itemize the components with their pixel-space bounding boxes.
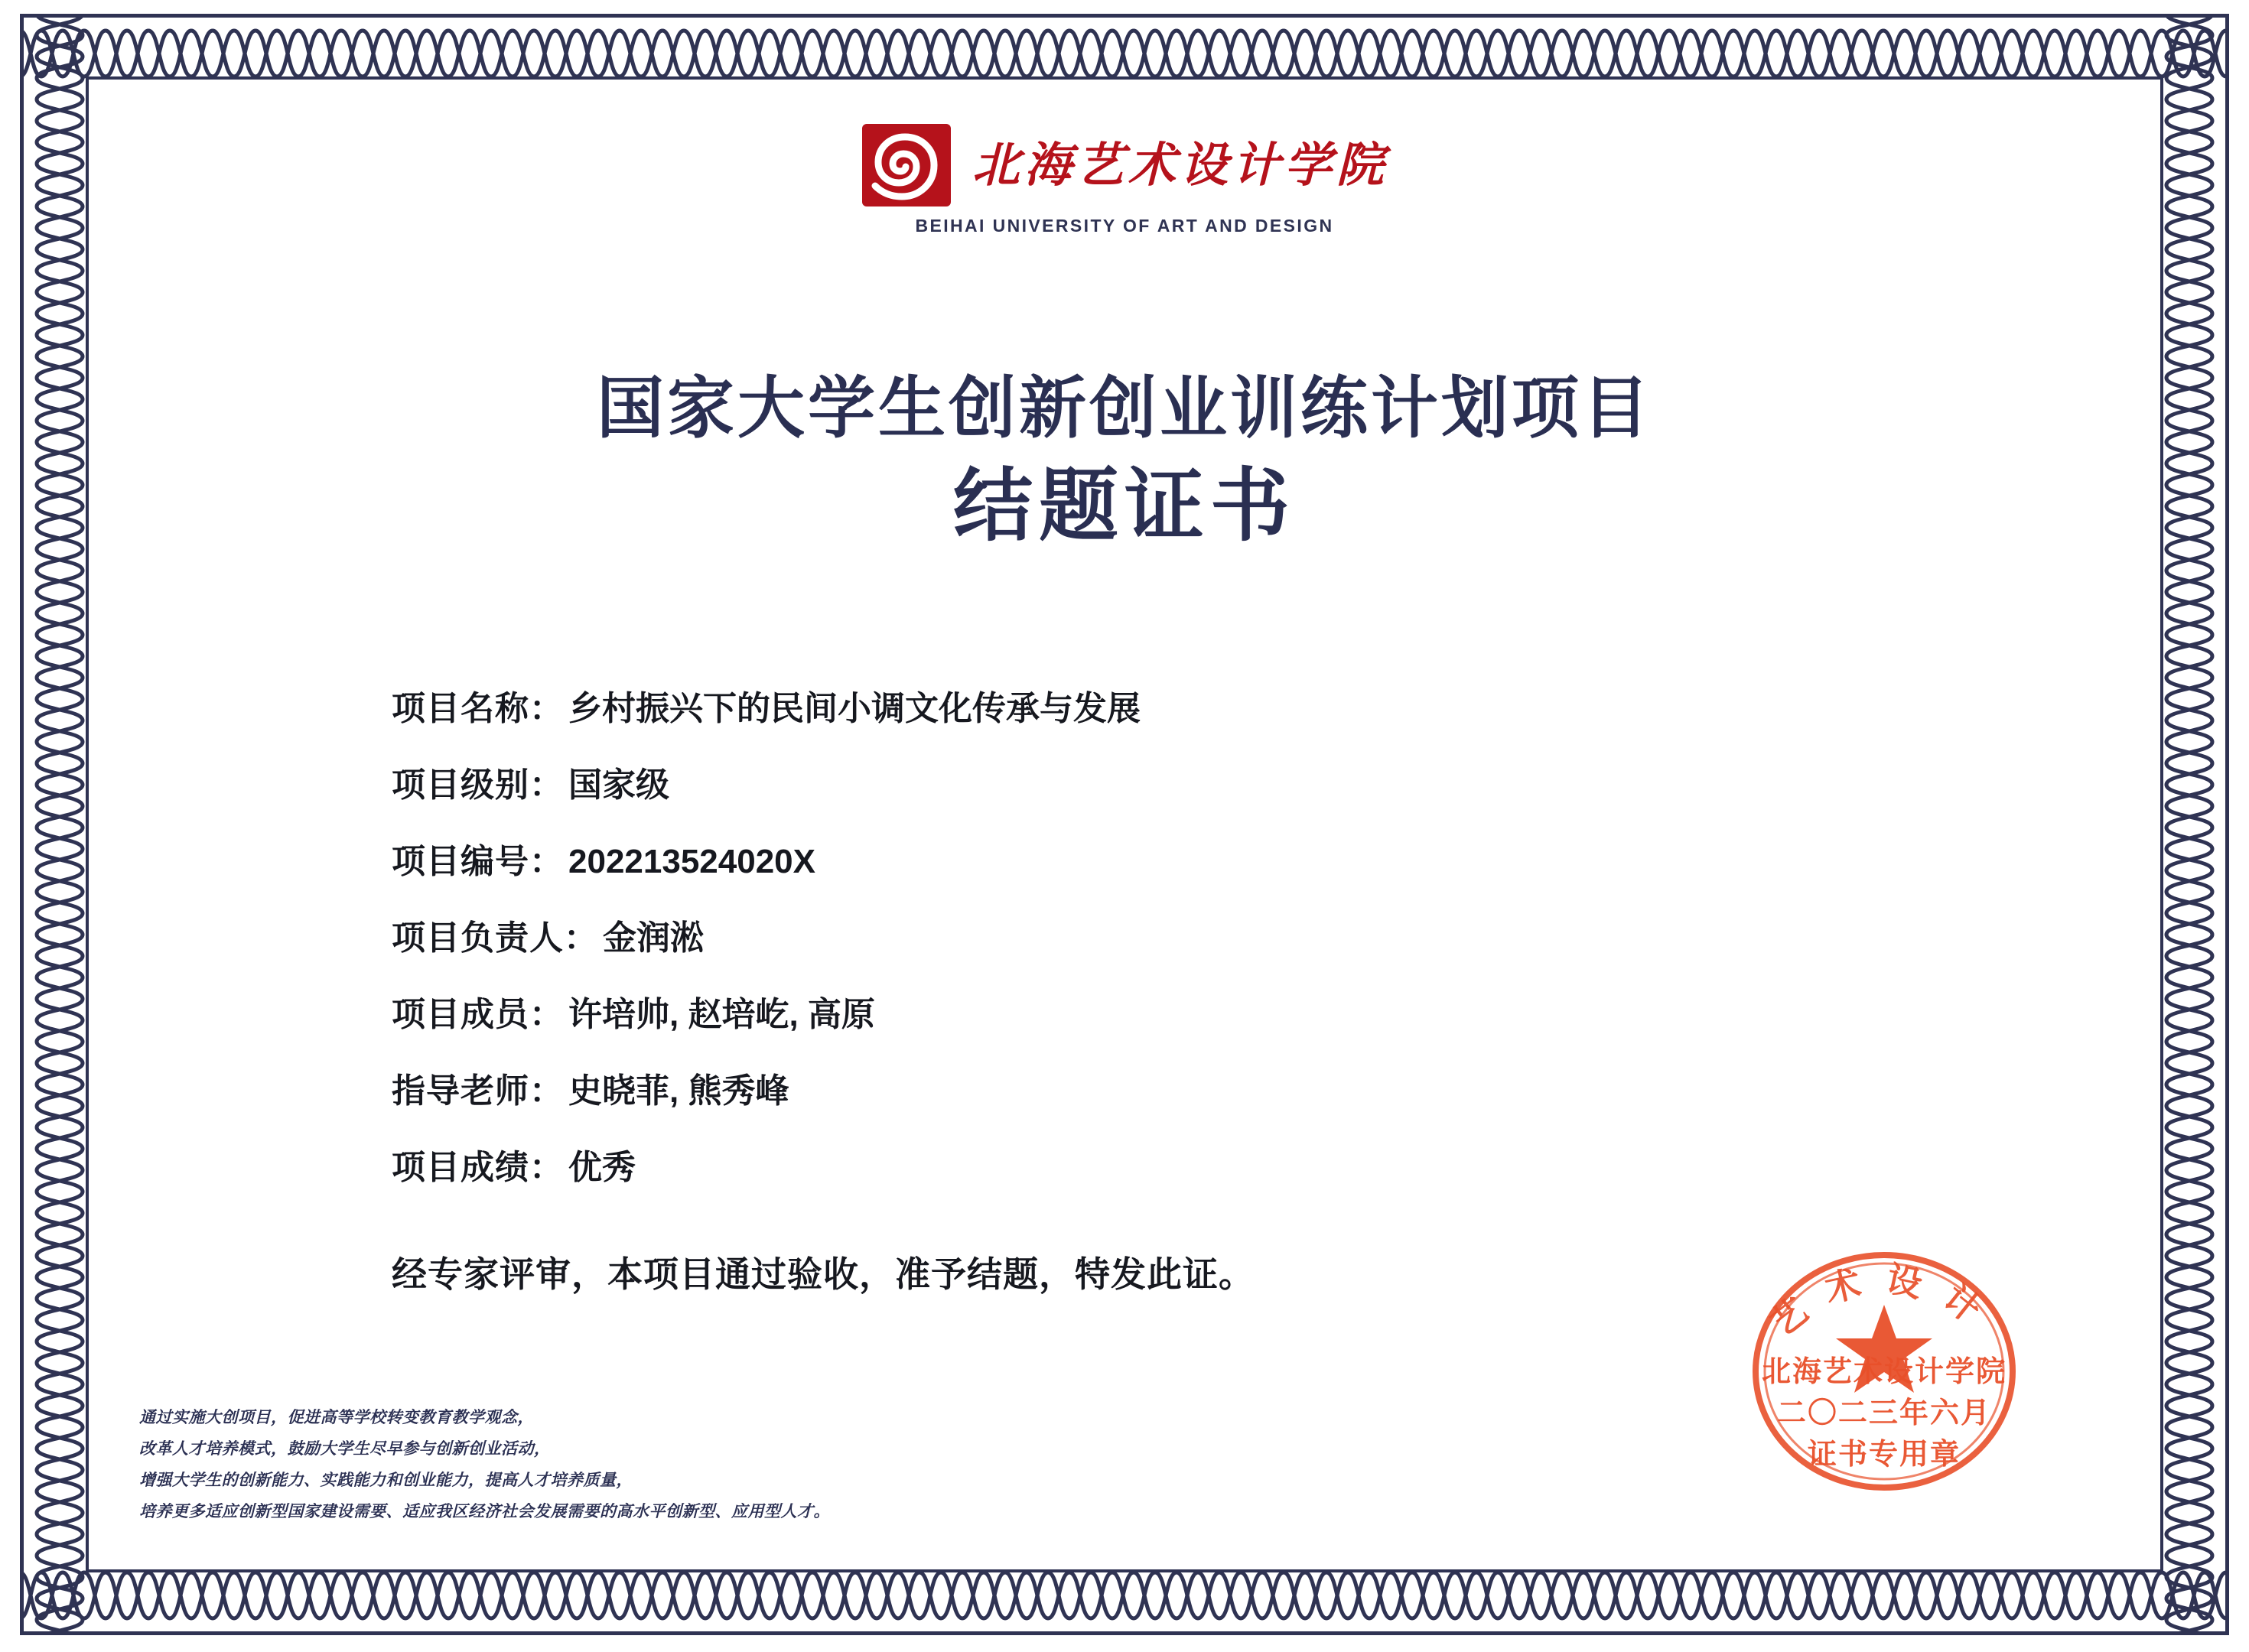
field-value: 202213524020X	[568, 843, 815, 880]
field-project-grade	[392, 1140, 2072, 1189]
field-label: 项目成绩：	[392, 1149, 564, 1186]
seal-arc-text: 艺术设计	[1762, 1257, 2006, 1345]
institution-logo-block	[86, 122, 2163, 236]
page-subtitle: 结题证书	[952, 458, 1296, 553]
field-project-members	[392, 987, 2072, 1036]
field-label: 项目负责人：	[392, 919, 598, 957]
field-label: 项目编号：	[392, 843, 564, 880]
certificate-fields	[392, 681, 2072, 1216]
field-advisors	[392, 1063, 2072, 1112]
field-label: 项目名称：	[392, 690, 564, 727]
field-project-number	[392, 834, 2072, 883]
seal-line-3: 证书专用章	[1807, 1436, 1961, 1471]
field-value: 国家级	[568, 766, 669, 804]
title-block	[86, 367, 2163, 555]
field-value: 史晓菲, 熊秀峰	[568, 1072, 789, 1110]
field-project-level	[392, 757, 2072, 806]
field-value: 乡村振兴下的民间小调文化传承与发展	[568, 690, 1141, 727]
institution-name-en: BEIHAI UNIVERSITY OF ART AND DESIGN	[915, 216, 1334, 236]
field-project-name	[392, 681, 2072, 730]
approval-statement: 经专家评审，本项目通过验收，准予结题，特发此证。	[392, 1254, 1255, 1294]
field-label: 项目成员：	[392, 996, 564, 1033]
footnote-line: 培养更多适应创新型国家建设需要、适应我区经济社会发展需要的高水平创新型、应用型人才。	[139, 1503, 830, 1521]
seal-line-2: 二〇二三年六月	[1776, 1395, 1992, 1429]
page-title: 国家大学生创新创业训练计划项目	[596, 368, 1652, 447]
field-label: 项目级别：	[392, 766, 564, 804]
official-seal	[1720, 1215, 2049, 1520]
footnote-block	[139, 1403, 830, 1528]
field-project-leader	[392, 910, 2072, 959]
field-value: 许培帅, 赵培屹, 高原	[568, 996, 875, 1033]
field-value: 金润淞	[603, 919, 704, 957]
seal-line-1: 北海艺术设计学院	[1761, 1354, 2007, 1388]
certificate-content	[86, 76, 2163, 1572]
footnote-line: 通过实施大创项目，促进高等学校转变教育教学观念，	[139, 1409, 534, 1427]
field-label: 指导老师：	[392, 1072, 564, 1110]
institution-name-cn: 北海艺术设计学院	[972, 137, 1388, 193]
swirl-logo-icon	[861, 122, 952, 208]
field-value: 优秀	[568, 1149, 636, 1186]
footnote-line: 改革人才培养模式，鼓励大学生尽早参与创新创业活动，	[139, 1440, 551, 1459]
footnote-line: 增强大学生的创新能力、实践能力和创业能力，提高人才培养质量，	[139, 1472, 633, 1490]
